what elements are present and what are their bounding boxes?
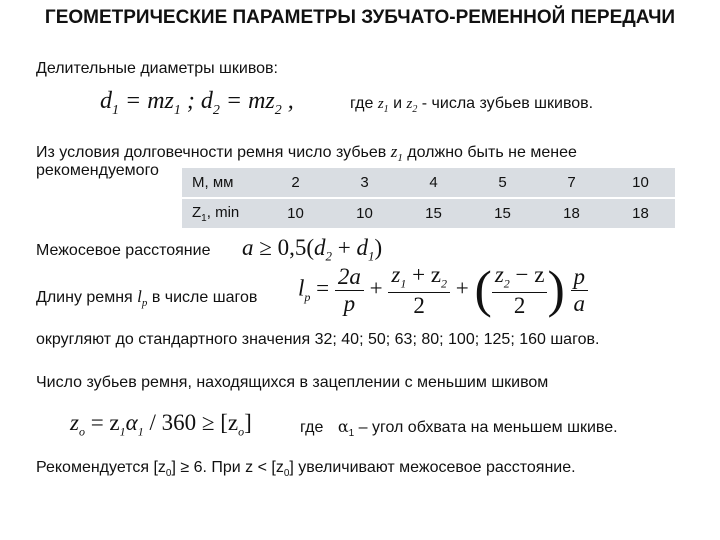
row-head-module: М, мм xyxy=(182,168,261,198)
left-paren: ( xyxy=(474,261,492,319)
frac3-den: 2 xyxy=(492,292,548,319)
pitch-diameter-formula xyxy=(100,88,294,119)
f3-sub: 2 xyxy=(503,276,510,291)
d1-symbol: d xyxy=(100,88,112,114)
min-teeth-table xyxy=(182,168,675,228)
pitch-diameter-label: Делительные диаметры шкивов: xyxy=(36,60,278,77)
table-cell: 15 xyxy=(468,198,537,228)
z1-symbol: z xyxy=(377,96,384,112)
durability-text2: должно быть не менее xyxy=(407,144,577,161)
alpha-sub: 1 xyxy=(348,428,355,440)
d1-symbol: d xyxy=(356,235,369,260)
cd-plus: + xyxy=(332,235,357,260)
f2-sub2: 2 xyxy=(441,276,447,291)
z0-sub: o xyxy=(78,424,85,439)
a-symbol: a xyxy=(242,235,254,260)
table-row xyxy=(182,198,675,228)
where-word: где xyxy=(350,95,374,112)
row-head-zmin xyxy=(182,198,261,228)
durability-line2: рекомендуемого xyxy=(36,162,159,179)
d2-subscript: 2 xyxy=(212,102,220,118)
f2-sub1: 1 xyxy=(400,276,407,291)
durability-line1 xyxy=(36,142,577,164)
alpha-symbol: α xyxy=(337,417,349,436)
frac3-num xyxy=(492,262,548,292)
table-cell: 15 xyxy=(399,198,468,228)
z0-symbol: z xyxy=(70,410,79,435)
rec-text3: ] увеличивают межосевое расстояние. xyxy=(289,459,576,476)
z1-subscript: 1 xyxy=(173,102,181,118)
table-row xyxy=(182,168,675,198)
lhs-sub: p xyxy=(304,290,311,305)
tm-tail-sub: o xyxy=(238,424,245,439)
where-word-2: где xyxy=(300,419,324,436)
zmin-sub: 1 xyxy=(201,212,207,224)
table-cell: 2 xyxy=(261,168,330,198)
teeth-in-mesh-label: Число зубьев ремня, находящихся в зацеплении с меньшим шкивом xyxy=(36,374,549,391)
d1-subscript: 1 xyxy=(112,102,119,118)
fraction-p-a xyxy=(571,264,589,317)
frac1-num: 2a xyxy=(337,263,361,289)
z2-sub: 2 xyxy=(412,104,418,116)
f2-mid: + z xyxy=(406,262,441,287)
belt-length-formula xyxy=(298,262,588,319)
formula-sep: ; d xyxy=(180,88,213,114)
rec-text2: ] ≥ 6. При z < [z xyxy=(171,459,284,476)
center-distance-label: Межосевое расстояние xyxy=(36,242,211,259)
formula-end: , xyxy=(281,88,294,114)
recommendation-text xyxy=(36,459,576,479)
tm-eq: = z xyxy=(84,410,120,435)
rec-sub2: 0 xyxy=(283,468,290,480)
fraction-z-sum xyxy=(388,262,450,319)
z2-subscript: 2 xyxy=(274,102,282,118)
teeth-in-mesh-formula xyxy=(70,410,252,440)
lhs-l: l xyxy=(298,275,305,301)
alpha-text: – угол обхвата на меньшем шкиве. xyxy=(354,419,618,436)
belt-length-label xyxy=(36,287,257,309)
z1-sub: 1 xyxy=(383,104,389,116)
fraction-2a-p xyxy=(335,264,364,317)
cd-close: ) xyxy=(374,235,383,260)
table-cell: 10 xyxy=(330,198,399,228)
right-paren: ) xyxy=(547,261,565,319)
tm-tail: / 360 ≥ [z xyxy=(143,410,239,435)
table-cell: 4 xyxy=(399,168,468,198)
f3-rest: − z xyxy=(509,262,545,287)
frac4-den: a xyxy=(571,290,589,317)
zmin-suffix: , min xyxy=(206,203,240,221)
center-distance-formula xyxy=(242,235,382,265)
z2-symbol: z xyxy=(406,96,413,112)
table-cell: 5 xyxy=(468,168,537,198)
d1-sub: 1 xyxy=(368,248,375,264)
table-cell: 3 xyxy=(330,168,399,198)
rec-sub1: 0 xyxy=(165,468,172,480)
table-cell: 7 xyxy=(537,168,606,198)
zmin-symbol: Z xyxy=(192,203,202,221)
tm-alpha-sub: 1 xyxy=(137,424,144,439)
tm-close: ] xyxy=(244,410,252,435)
page-title: ГЕОМЕТРИЧЕСКИЕ ПАРАМЕТРЫ ЗУБЧАТО-РЕМЕННОЙ ПЕРЕДАЧИ xyxy=(44,7,676,28)
formula-eq2: = mz xyxy=(219,88,275,114)
d2-symbol: d xyxy=(314,235,326,260)
alpha-note xyxy=(300,417,618,439)
formula-eq1: = mz xyxy=(119,88,174,114)
table-cell: 18 xyxy=(537,198,606,228)
plus-2: + xyxy=(455,275,469,301)
and-word: и xyxy=(388,95,407,112)
table-cell: 18 xyxy=(606,198,675,228)
lp-sub: p xyxy=(141,297,148,310)
frac2-den: 2 xyxy=(388,292,450,319)
frac4-num: p xyxy=(573,263,586,289)
rec-text1: Рекомендуется [z xyxy=(36,459,166,476)
tm-z1-sub: 1 xyxy=(119,424,126,439)
belt-length-text1: Длину ремня xyxy=(36,289,133,306)
where-teeth-note xyxy=(350,95,593,115)
frac1-den: p xyxy=(335,290,364,317)
rounding-text: округляют до стандартного значения 32; 40; 50; 63; 80; 100; 125; 160 шагов. xyxy=(36,331,600,348)
z-sub: 1 xyxy=(397,152,403,165)
durability-text1: Из условия долговечности ремня число зубьев xyxy=(36,144,387,161)
belt-length-text2: в числе шагов xyxy=(151,289,258,306)
plus-1: + xyxy=(369,275,383,301)
tm-alpha: α xyxy=(125,410,138,435)
f2-z: z xyxy=(391,262,401,287)
lp-symbol: l xyxy=(137,287,142,306)
d2-sub: 2 xyxy=(325,248,333,264)
eq-sign: = xyxy=(316,275,330,301)
table-cell: 10 xyxy=(606,168,675,198)
fraction-z-diff xyxy=(492,262,548,319)
cd-rest: ≥ 0,5( xyxy=(253,235,315,260)
table-cell: 10 xyxy=(261,198,330,228)
frac2-num xyxy=(388,262,450,292)
f3-z: z xyxy=(494,262,504,287)
z-symbol: z xyxy=(390,142,398,161)
where-suffix: - числа зубьев шкивов. xyxy=(417,95,594,112)
